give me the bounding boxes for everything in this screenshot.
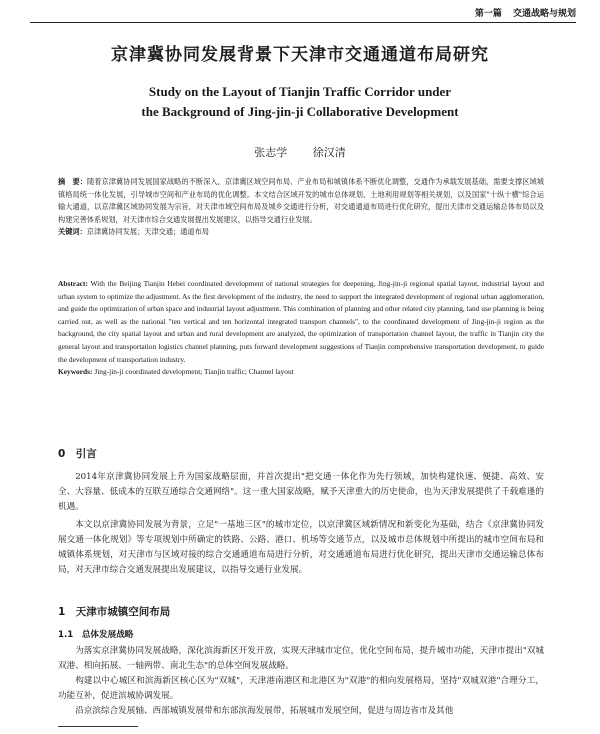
footnote-rule <box>58 726 138 727</box>
authors: 张志学 徐汉清 <box>254 146 346 159</box>
keywords-cn-text: 京津冀协同发展；天津交通；通道布局 <box>86 227 209 236</box>
keywords-en-text: Jing-jin-ji coordinated development; Tianjin traffic; Channel layout <box>94 367 294 377</box>
abstract-cn-text: 随着京津冀协同发展国家战略的不断深入，京津冀区域空间布局、产业布局和城镇体系不断优化调整，交通作为承载发展基础，需要支撑区域城镇格局统一体化发展，引导城市空间和产业布局的优化调整。本文结合区域开发的城市总体规划、土地利用规划等相关规划，以及国家"十纵十横"综合运输大通道，以京津冀区域协同发展为宗旨，对天津市域空间布局及城乡交通进行分析，对交通通道布局进行优化研究，提出天津市交通运输总体布局以及构建完善体系规划，对天津市综合交通发展提出发展建议，以指导交通行业发展。 <box>58 177 544 224</box>
paragraph-strategy-1: 为落实京津冀协同发展战略，深化滨海新区开发开放，实现天津城市定位，优化空间布局，提升城市功能，天津市提出"双城双港、相向拓展、一轴两带、南北生态"的总体空间发展战略。 <box>58 646 544 671</box>
header-section: 交通战略与规划 <box>512 9 576 19</box>
abstract-english <box>58 278 544 379</box>
section-1-1-heading: 1.1 总体发展战略 <box>58 630 134 640</box>
title-english <box>30 82 570 122</box>
header-part: 第一篇 <box>474 9 502 19</box>
abstract-en-label: Abstract: <box>58 279 88 288</box>
keywords-cn-label: 关键词： <box>58 227 87 236</box>
section-0-heading: 0 引言 <box>58 448 97 460</box>
paragraph-intro-2: 本文以京津冀协同发展为背景，立足"一基地三区"的城市定位，以京津冀区域新情况和新变化为基础，结合《京津冀协同发展交通一体化规划》等专项规划中所确定的铁路、公路、港口、机场等交通节点，以及城市总体规划中所提出的城市空间布局和城镇体系规划，对天津市与区域对接的综合交通通道布局进行分析，对交通通道布局进行优化研究，提出天津市交通运输总体布局，对天津市综合交通发展提出发展建议，以指导交通行业发展。 <box>58 520 544 575</box>
abstract-en-text: With the Beijing Tianjin Hebei coordinated development of national strategies for deepening, Jing-jin-ji regional spatial layout, industrial layout and urban system to optimize the adjustment. As the first development of the industry, the need to support the integrated development of regional urban agglomeration, and guide the optimization of urban space and industrial layout adjustment. This combination of planning and other related city planning, land use planning is being carried out, as well as the national "ten vertical and ten horizontal integrated transport channels", to the coordinated development of Jing-jin-ji region as the background, the city spatial layout and urban and rural development are analyzed, the optimization of transportation channel layout, the traffic in Tianjin city the general layout and transportation logistics channel planning, puts forward development suggestions of Tianjin comprehensive transportation development, to guide the development of transportation industry. <box>58 279 544 364</box>
title-chinese: 京津冀协同发展背景下天津市交通通道布局研究 <box>111 45 489 65</box>
title-english-line-2: the Background of Jing-jin-ji Collaborative Development <box>141 104 459 119</box>
running-header <box>30 6 576 23</box>
keywords-en-label: Keywords: <box>58 367 93 377</box>
abstract-cn-label: 摘 要： <box>58 177 88 186</box>
section-1-heading: 1 天津市城镇空间布局 <box>58 606 171 618</box>
title-english-line-1: Study on the Layout of Tianjin Traffic Corridor under <box>148 84 452 99</box>
paragraph-strategy-3: 沿京滨综合发展轴、西部城镇发展带和东部滨海发展带，拓展城市发展空间，促进与周边省市及其他 <box>75 706 454 716</box>
paragraph-intro-1: 2014年京津冀协同发展上升为国家战略层面，并首次提出"把交通一体化作为先行领域，加快构建快速、便捷、高效、安全、大容量、低成本的互联互通综合交通网络"。这一重大国家战略，赋予天津重大的历史使命，也为天津发展提供了千载难逢的机遇。 <box>58 472 544 512</box>
abstract-chinese <box>58 176 544 239</box>
paragraph-strategy-2: 构建以中心城区和滨海新区核心区为"双城"，天津港南港区和北港区为"双港"的相向发展格局，坚持"双城双港"合理分工，功能互补，促进滨城协调发展。 <box>58 676 544 701</box>
